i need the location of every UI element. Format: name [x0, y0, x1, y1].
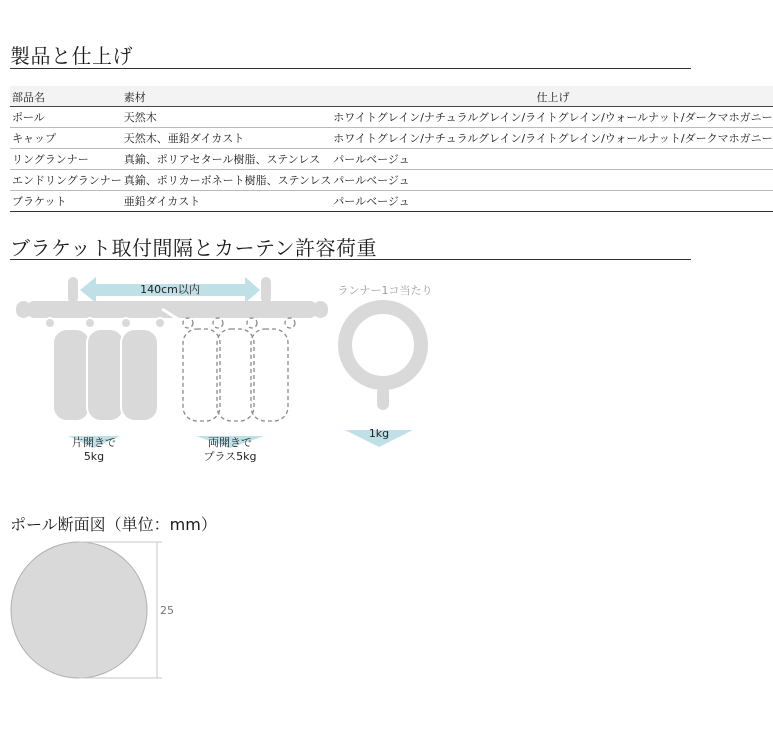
col-header-material: 素材 — [122, 86, 332, 107]
col-header-finish: 仕上げ — [331, 86, 772, 107]
cell-finish: パールベージュ — [331, 170, 772, 191]
table-header-row — [10, 86, 773, 107]
title-rule — [10, 259, 691, 260]
pole-cap-right — [313, 301, 328, 318]
table-row — [10, 170, 773, 191]
runner-ring — [345, 307, 421, 383]
right-caption-2: プラス5kg — [203, 450, 257, 463]
title-rule — [10, 68, 691, 69]
span-label: 140cm以内 — [140, 283, 200, 296]
cell-finish: ホワイトグレイン/ナチュラルグレイン/ライトグレイン/ウォールナット/ダークマホガニー — [331, 128, 772, 149]
table-row — [10, 191, 773, 212]
table-row — [10, 107, 773, 128]
cell-part: キャップ — [10, 128, 122, 149]
spec-table — [10, 86, 773, 212]
table-row — [10, 128, 773, 149]
runner-stem — [377, 386, 389, 410]
cell-part: ブラケット — [10, 191, 122, 212]
cell-material: 天然木、亜鉛ダイカスト — [122, 128, 332, 149]
cell-finish: パールベージュ — [331, 191, 772, 212]
section-title-products: 製品と仕上げ — [10, 44, 133, 68]
curtain-dashed — [183, 318, 295, 421]
right-bracket-post — [261, 277, 271, 303]
pole-section-circle — [11, 542, 147, 678]
cell-material: 真鍮、ポリアセタール樹脂、ステンレス — [122, 149, 332, 170]
cell-finish: パールベージュ — [331, 149, 772, 170]
cell-part: リングランナー — [10, 149, 122, 170]
left-caption-2: 5kg — [83, 450, 105, 463]
cell-finish: ホワイトグレイン/ナチュラルグレイン/ライトグレイン/ウォールナット/ダークマホガニー — [331, 107, 772, 128]
section-title-cross-section: ポール断面図（単位：mm） — [10, 515, 217, 534]
pole-cap-left — [16, 301, 31, 318]
cell-part: エンドリングランナー — [10, 170, 122, 191]
left-caption-1: 片開きで — [72, 436, 116, 449]
curtain-solid — [45, 318, 165, 421]
runner-load: 1kg — [368, 427, 390, 440]
cell-part: ポール — [10, 107, 122, 128]
section-title-bracket: ブラケット取付間隔とカーテン許容荷重 — [10, 236, 377, 260]
cell-material: 亜鉛ダイカスト — [122, 191, 332, 212]
cell-material: 天然木 — [122, 107, 332, 128]
table-row — [10, 149, 773, 170]
diameter-label: 25 — [160, 604, 174, 617]
col-header-part: 部品名 — [10, 86, 122, 107]
right-caption-1: 両開きで — [208, 436, 252, 449]
cell-material: 真鍮、ポリカーボネート樹脂、ステンレス — [122, 170, 332, 191]
left-bracket-post — [68, 277, 78, 303]
runner-title: ランナー1コ当たり — [337, 284, 433, 297]
